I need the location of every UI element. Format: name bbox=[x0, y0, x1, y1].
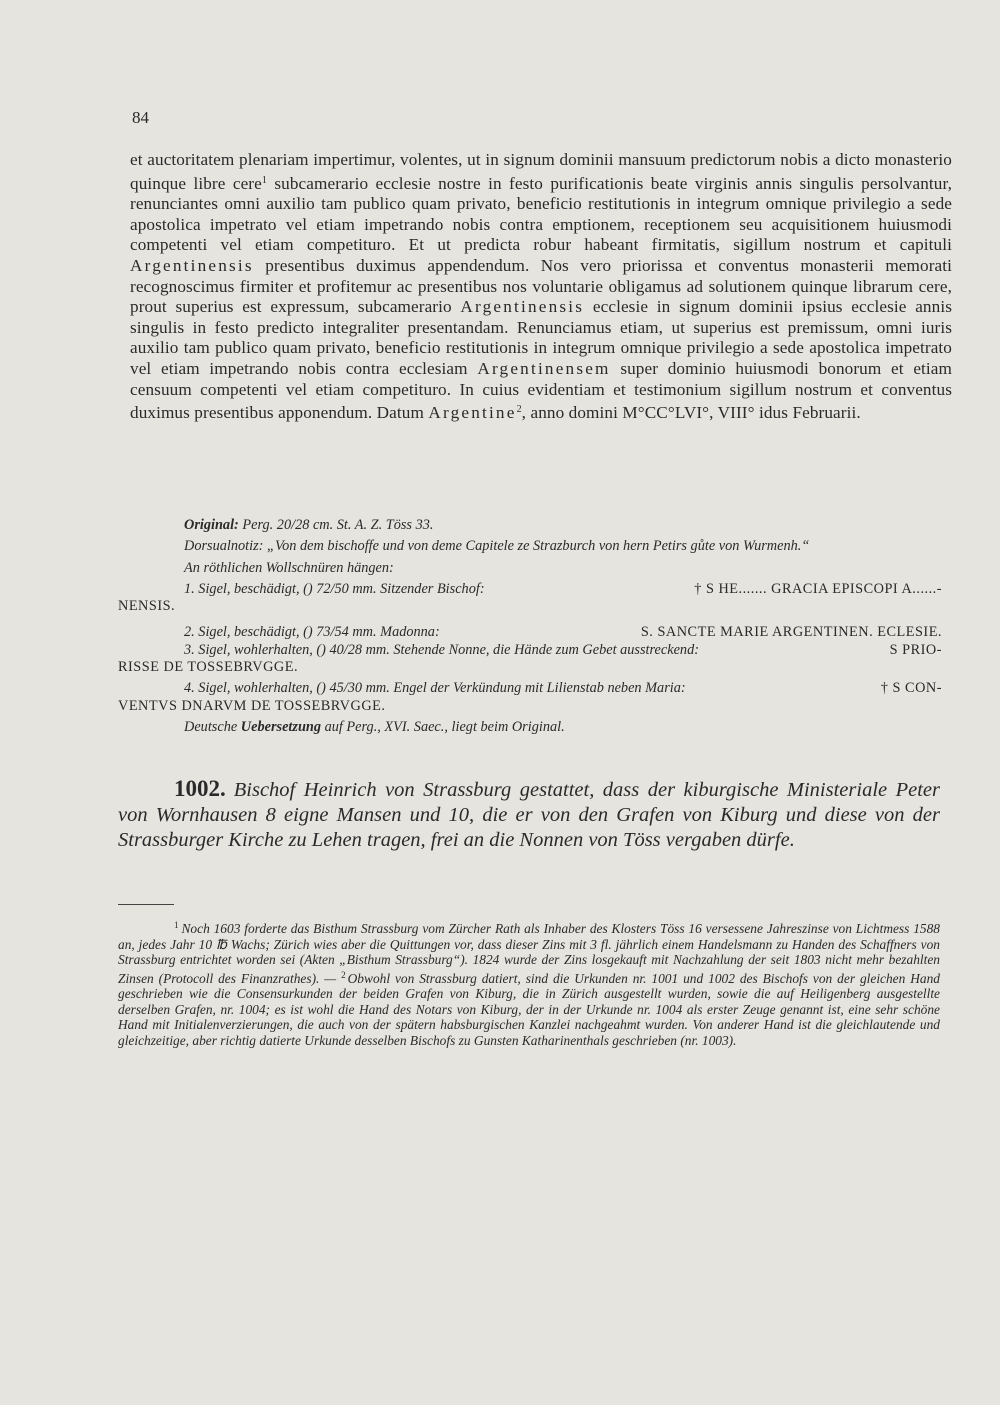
footnote-marker-1: 1 bbox=[174, 920, 179, 930]
seal-3-legend: S PRIO- bbox=[889, 641, 942, 658]
seal-4-continuation: VENTVS DNARVM DE TOSSEBRVGGE. bbox=[118, 697, 386, 714]
seal-4-legend: † S CON- bbox=[880, 680, 942, 697]
charter-text bbox=[130, 150, 952, 424]
charter-text-part: presentibus duximus appendendum. Nos vero priorissa et conventus monasterii memorati recognoscimus firmiter et profitemur ac presentibus nos voluntarie obligamus ad solutionem quinque librarum cere, prout superius est expressum, subcamerario bbox=[130, 255, 952, 317]
charter-text-part: , anno domini M°CC°LVI°, VIII° idus Februarii. bbox=[521, 403, 861, 423]
regest bbox=[118, 776, 940, 853]
spaced-word: Argentinensis bbox=[460, 297, 585, 317]
seal-2-legend: S. SANCTE MARIE ARGENTINEN. ECLESIE. bbox=[640, 624, 942, 641]
footnote-ref-1: 1 bbox=[261, 174, 267, 186]
page-number: 84 bbox=[132, 108, 149, 127]
spaced-word: Argentinensem bbox=[477, 358, 611, 378]
charter-text-part: subcamerario ecclesie nostre in festo purificationis beate virginis annis singulis persolvantur, renunciantes omni auxilio tam publico quam privato, beneficio restitutionis in integrum omnique privilegio a sede apostolica impetrato vel etiam impetrando nobis contra emptionem, receptionem seu acquisitionem huiusmodi competenti vel etiam competituro. Et ut predicta robur habeant firmitatis, sigillum nostrum et capituli bbox=[130, 173, 952, 255]
seal-3-continuation: RISSE DE TOSSEBRVGGE. bbox=[118, 659, 299, 676]
spaced-word: Argentine bbox=[428, 403, 517, 423]
footnote-1-text: Noch 1603 forderte das Bisthum Strassburg vom Zürcher Rath als Inhaber des Klosters Töss 16 versessene Jahreszinse von Lichtmess 1588 an, jedes Jahr 10 ℔ Wachs; Zürich wies aber die Quittungen vor, dass dieser Zins mit 3 fl. jährlich einem Handelsmann zu Handen des Schaffners von Strassburg entrichtet worden sei (Akten „Bisthum Strassburg“). 1824 wurde der Zins losgekauft mit Nachzahlung der seit 1803 nicht mehr bezahlten Zinsen (Protocoll des Finanzrathes). — bbox=[118, 921, 940, 986]
original-text: Perg. 20/28 cm. St. A. Z. Töss 33. bbox=[238, 517, 434, 533]
footnote-marker-2: 2 bbox=[341, 969, 346, 980]
seal-2-description: 2. Sigel, beschädigt, () 73/54 mm. Madonna: bbox=[184, 624, 440, 641]
seal-4-line bbox=[118, 680, 942, 697]
seal-1-description: 1. Sigel, beschädigt, () 72/50 mm. Sitzender Bischof: bbox=[184, 580, 485, 597]
regest-number: 1002. bbox=[174, 776, 226, 801]
translation-note bbox=[118, 719, 942, 736]
seal-1-continuation: NENSIS. bbox=[118, 598, 176, 615]
dorsual-note: Dorsualnotiz: „Von dem bischoffe und von deme Capitele ze Strazburch von hern Petirs gůte von Wurmenh.“ bbox=[184, 538, 810, 555]
translation-pre: Deutsche bbox=[184, 718, 241, 735]
original-note bbox=[118, 517, 942, 534]
spaced-word: Argentinensis bbox=[130, 255, 254, 275]
footnote-2-text: Obwohl von Strassburg datiert, sind die Urkunden nr. 1001 und 1002 des Bischofs von der gleichen Hand geschrieben wie die Consensurkunden der beiden Grafen von Kiburg, die in Zürich ausgestellt wurden, sowie die auf Heiligenberg ausgestellte derselben Grafen, nr. 1004; es ist wohl die Hand des Notars von Kiburg, der in der Urkunde nr. 1004 als erster Zeuge genannt ist, eine sehr schöne Hand mit Initialenverzierungen, die auch von der spätern habsburgischen Kanzlei nachgeahmt wurden. Von anderer Hand ist die gleichlautende und gleichzeitige, aber richtig datierte Urkunde desselben Bischofs zu Gunsten Katharinenthals geschrieben (nr. 1003). bbox=[118, 970, 940, 1048]
translation-post: auf Perg., XVI. Saec., liegt beim Original. bbox=[321, 718, 565, 735]
charter-text-part: super dominio huiusmodi bonorum et etiam censuum competenti vel etiam competituro. In cuius evidentiam et testimonium sigillum nostrum et conventus duximus presentibus apponendum. Datum bbox=[130, 358, 952, 423]
regest-text: Bischof Heinrich von Strassburg gestattet, dass der kiburgische Ministeriale Peter von Wornhausen 8 eigne Mansen und 10, die er von den Grafen von Kiburg und diese von der Strassburger Kirche zu Lehen tragen, frei an die Nonnen von Töss vergaben dürfe. bbox=[118, 779, 940, 851]
footnote-ref-2: 2 bbox=[516, 404, 522, 416]
seal-1-line bbox=[118, 581, 942, 598]
seal-2-line bbox=[118, 624, 942, 641]
seal-3-description: 3. Sigel, wohlerhalten, () 40/28 mm. Stehende Nonne, die Hände zum Gebet ausstreckend: bbox=[184, 641, 699, 658]
seal-4-description: 4. Sigel, wohlerhalten, () 45/30 mm. Engel der Verkündung mit Lilienstab neben Maria: bbox=[184, 680, 686, 697]
translation-bold: Uebersetzung bbox=[240, 718, 322, 735]
seal-3-line bbox=[118, 642, 942, 659]
footnote-divider bbox=[118, 904, 174, 905]
charter-text-part: et auctoritatem plenariam impertimur, volentes, ut in signum dominii mansuum predictorum nobis a dicto monasterio quinque libre cere bbox=[130, 150, 952, 193]
seal-1-legend: † S HE....... GRACIA EPISCOPI A......- bbox=[694, 580, 942, 597]
archival-notes bbox=[118, 517, 942, 736]
strings-note: An röthlichen Wollschnüren hängen: bbox=[184, 559, 394, 576]
charter-text-part: ecclesie in signum dominii ipsius ecclesie annis singulis in festo predicto integraliter presentandam. Renunciamus etiam, ut superius est premissum, omni iuris auxilio tam publico quam privato, beneficio restitutionis in integrum omnique privilegio a sede apostolica impetrato vel etiam impetrando nobis contra ecclesiam bbox=[130, 297, 952, 378]
original-label: Original: bbox=[184, 517, 239, 533]
footnotes bbox=[118, 918, 940, 1048]
